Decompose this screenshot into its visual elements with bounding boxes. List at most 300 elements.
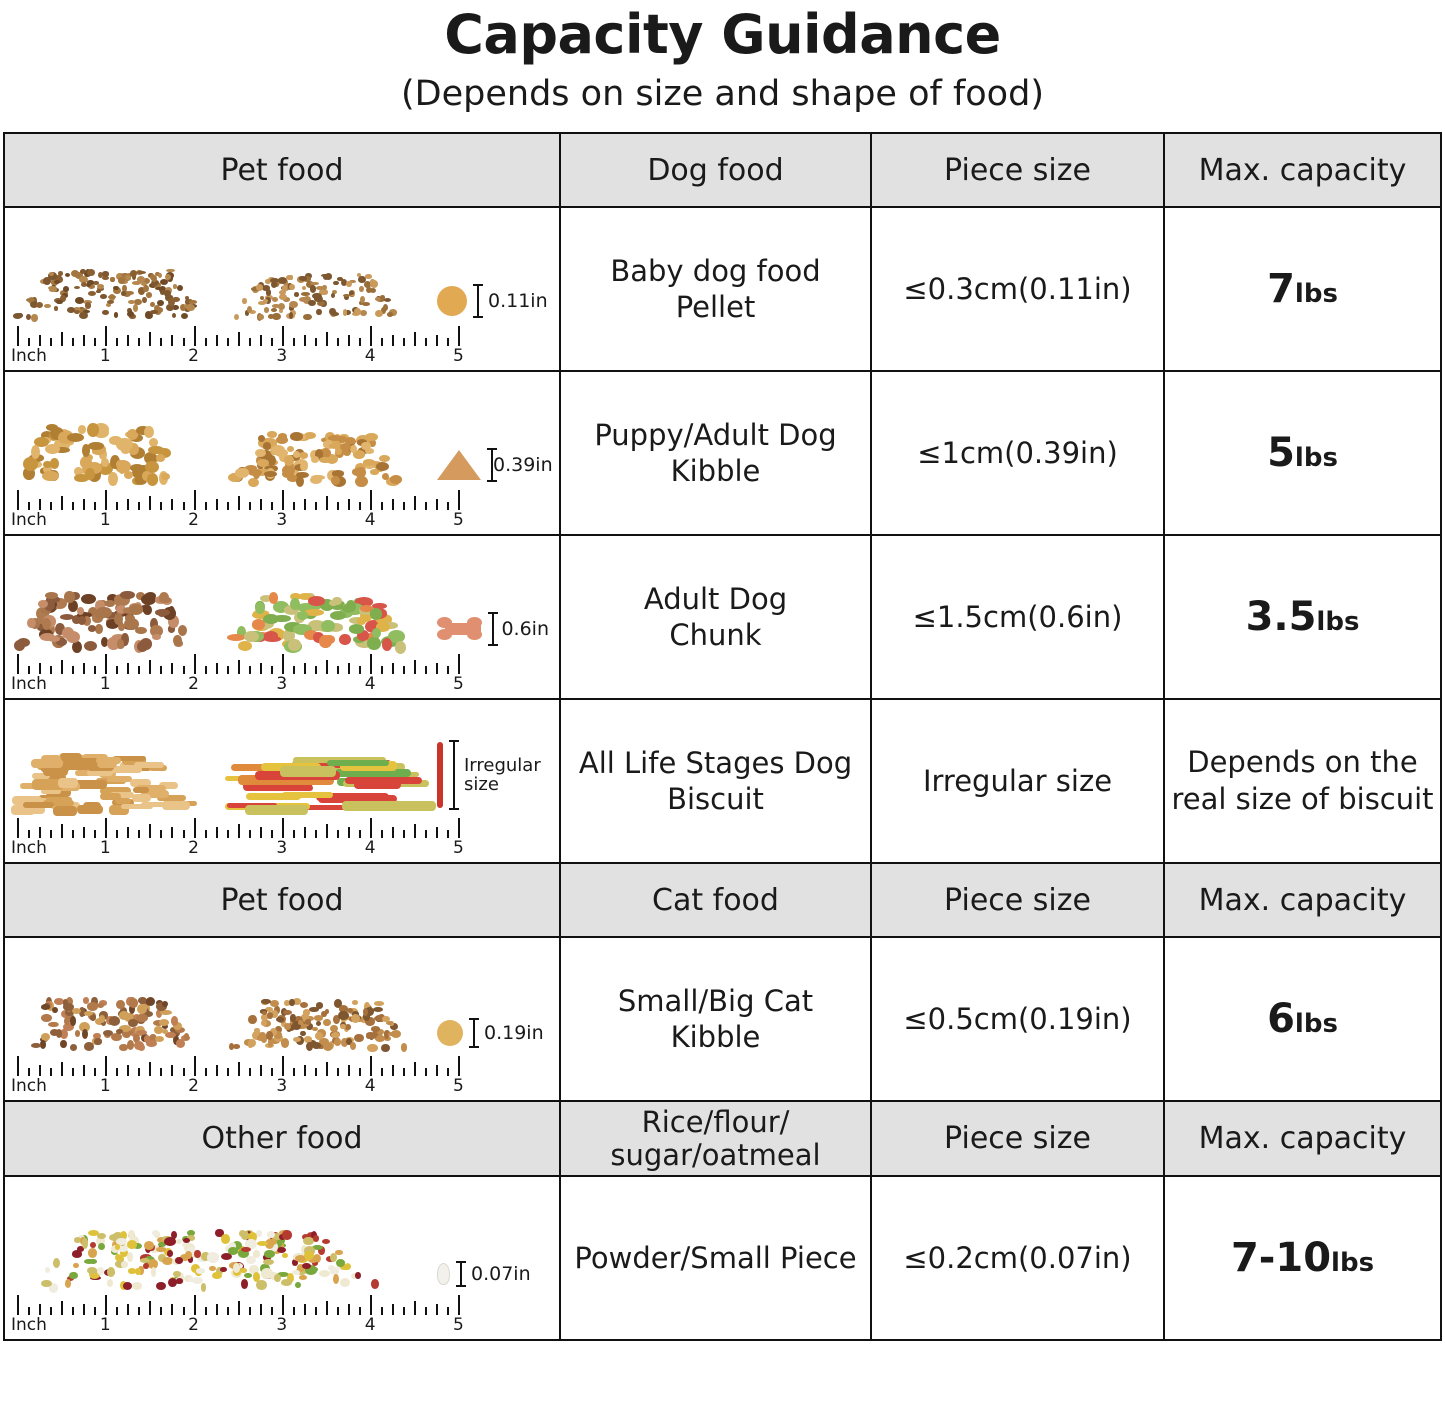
food-particle [248,1039,256,1047]
ruler-mark-label: 4 [364,674,376,695]
col-header-cat-food: Cat food [560,863,871,937]
section-header-cat [4,863,1441,937]
food-particle [95,624,102,634]
food-particle [316,309,321,316]
food-particle [107,1267,114,1277]
food-particle [45,444,60,454]
food-particle [227,634,245,641]
food-particle [340,1278,350,1287]
ruler-tick [348,827,350,838]
food-particle [266,1031,273,1039]
piece-size-cell: ≤0.3cm(0.11in) [871,207,1164,371]
ruler-tick [94,1307,96,1315]
food-particle [136,1014,147,1023]
food-particle [332,597,342,605]
food-particle [302,286,306,290]
ruler-tick [436,335,438,346]
food-particle [258,314,264,320]
ruler-tick [183,502,185,510]
ruler-tick [447,666,449,674]
food-particle [144,426,154,438]
food-pile-large [11,386,221,482]
food-particle [79,312,88,319]
ruler-tick [194,1295,196,1315]
food-particle [263,614,279,624]
food-particle [156,1247,166,1252]
food-particle [261,1020,267,1026]
food-particle [155,1036,164,1042]
ruler-tick [160,830,162,838]
food-particle [349,624,364,634]
ruler-tick [17,490,19,510]
ruler-mark-label: 4 [364,1315,376,1336]
food-particle [300,1002,309,1008]
food-particle [124,471,133,479]
ruler-tick [205,502,207,510]
food-particle [82,1238,88,1248]
ruler-tick [370,1056,372,1076]
food-particle [162,801,189,811]
food-particle [375,310,383,317]
ruler-tick [216,663,218,674]
ruler-tick [127,335,129,346]
food-particle [247,306,252,313]
food-pile-small [225,386,425,482]
ruler-tick [160,1307,162,1315]
ruler-tick [149,824,151,838]
food-particle [330,1025,338,1032]
ruler-tick [205,1307,207,1315]
ruler-tick [293,502,295,510]
ruler-mark-label: 5 [452,674,464,695]
food-particle [271,308,277,312]
ruler-mark-label: 2 [188,1315,199,1336]
ruler-tick [304,499,306,510]
ruler-tick [205,1068,207,1076]
food-particle [299,297,308,302]
ruler-graphic [11,1293,481,1335]
ruler-tick [105,490,107,510]
food-particle [382,638,392,651]
ruler-tick [227,338,229,346]
food-particle [132,1282,142,1289]
ruler-tick [458,490,460,510]
food-sample-images [11,546,553,646]
food-name-line2: Pellet [675,290,756,325]
food-particle [107,776,132,782]
food-particle [338,436,347,443]
food-particle [101,458,109,467]
col-header-pet-food: Pet food [4,863,560,937]
ruler-tick [50,1307,52,1315]
food-particle [381,1044,390,1053]
ruler-tick [271,1307,273,1315]
ruler-tick [50,338,52,346]
ruler-tick [370,818,372,838]
food-particle [171,1016,178,1025]
col-header-piece-size: Piece size [871,863,1164,937]
food-particle [288,639,301,651]
food-particle [255,449,266,457]
ruler-tick [447,1068,449,1076]
food-particle [53,806,78,816]
ruler-tick [105,1295,107,1315]
food-particle [137,1004,146,1014]
food-particle [87,269,94,276]
ruler-tick [425,666,427,674]
food-particle [188,1277,194,1282]
ruler-tick [105,326,107,346]
ruler-mark-label: 3 [276,1076,288,1097]
piece-size-label [464,756,548,796]
food-particle [401,1043,408,1052]
ruler-mark-label: 5 [452,838,464,859]
ruler-tick [205,830,207,838]
food-particle [114,613,123,625]
ruler-tick [326,1301,328,1315]
ruler-tick [359,502,361,510]
ruler-tick [205,666,207,674]
food-particle [322,290,328,295]
ruler-tick [127,663,129,674]
ruler-tick [436,1304,438,1315]
food-particle [36,302,43,308]
food-particle [349,803,419,808]
food-particle [115,1254,121,1261]
ruler-tick [425,830,427,838]
piece-size-label: 0.07in [471,1262,531,1285]
ruler-tick [348,1065,350,1076]
food-particle [282,1253,288,1258]
food-particle [239,1230,246,1237]
food-particle [370,608,382,620]
ruler-mark-label: 2 [188,346,199,367]
ruler-tick [249,830,251,838]
food-particle [173,635,181,646]
ruler-tick [183,830,185,838]
ruler-tick [458,654,460,674]
ruler-mark-label: 4 [364,1076,376,1097]
ruler-tick [337,338,339,346]
capacity-value: 7-10 [1230,1235,1332,1282]
ruler-tick [436,499,438,510]
ruler-graphic [11,324,481,366]
food-particle [245,805,308,815]
ruler-tick [414,496,416,510]
food-particle [310,476,322,484]
food-particle [96,757,120,764]
food-particle [246,1256,256,1264]
ruler-mark-label: 4 [364,510,376,531]
food-particle [176,1039,186,1048]
food-particle [74,474,88,482]
food-particle [229,1043,234,1051]
capacity-unit: lbs [1316,607,1360,638]
food-particle [336,1259,345,1267]
food-particle [118,277,125,283]
food-particle [384,298,391,302]
food-particle [175,1257,183,1263]
food-particle [376,462,389,471]
ruler-tick [83,499,85,510]
ruler-tick [260,499,262,510]
capacity-value: 3.5 [1245,594,1317,641]
food-particle [263,299,268,303]
ruler-mark-label: 5 [452,346,464,367]
ruler-tick [403,338,405,346]
ruler-tick [116,338,118,346]
food-particle [125,275,130,280]
food-particle [308,596,325,606]
food-particle [267,1012,274,1019]
ruler-tick [282,818,284,838]
food-particle [156,1282,166,1290]
ruler-tick [28,338,30,346]
ruler-tick [238,660,240,674]
sample-cell-puppy-kibble [4,371,560,535]
food-particle [97,1267,103,1276]
ruler-tick [414,332,416,346]
capacity-cell [1164,937,1441,1101]
food-particle [290,432,303,440]
ruler-tick [194,654,196,674]
ruler-tick [392,827,394,838]
ruler-mark-label: 5 [452,1315,464,1336]
food-particle [299,452,308,458]
ruler-tick [194,1056,196,1076]
ruler-tick [116,666,118,674]
ruler-tick [315,502,317,510]
food-particle [121,291,126,296]
food-particle [212,1272,222,1280]
food-name-cell [560,699,871,863]
ruler-tick [61,332,63,346]
ruler-tick [39,1304,41,1315]
ruler-tick [39,499,41,510]
food-pile-large [11,952,221,1048]
food-pile-large [11,550,221,646]
ruler-unit-label: Inch [11,674,47,695]
food-particle [372,628,381,638]
food-particle [77,805,104,814]
food-particle [127,311,134,317]
ruler-tick [138,830,140,838]
single-piece-area [429,740,549,810]
food-particle [102,310,109,316]
ruler-tick [282,1295,284,1315]
food-particle [355,467,366,478]
food-particle [100,294,107,299]
ruler-tick [381,338,383,346]
food-particle [360,310,367,317]
food-pile-small [225,952,425,1048]
food-particle [278,433,287,439]
measure-bracket-icon [449,740,458,810]
food-particle [167,1250,173,1257]
food-particle [108,472,118,486]
food-particle [379,455,390,462]
food-particle [351,1014,360,1023]
food-particle [331,312,339,316]
food-particle [161,473,170,480]
food-particle [105,600,115,608]
ruler-tick [260,335,262,346]
food-particle [52,1007,58,1013]
food-name-line1: Baby dog food [610,254,821,289]
ruler-tick [348,663,350,674]
food-particle [281,1038,289,1047]
ruler-tick [370,654,372,674]
ruler-tick [83,1065,85,1076]
capacity-cell [1164,207,1441,371]
food-particle [58,778,79,788]
ruler-tick [260,1065,262,1076]
ruler-tick [337,1068,339,1076]
food-particle [331,293,335,299]
piece-size-label: 0.39in [493,453,553,476]
piece-size-cell: ≤1cm(0.39in) [871,371,1164,535]
capacity-value: 6 [1267,996,1295,1043]
food-name-line1: Powder/Small Piece [574,1241,857,1276]
col-header-line2: sugar/oatmeal [610,1137,821,1172]
food-particle [87,1002,99,1011]
ruler-tick [403,502,405,510]
ruler-tick [28,830,30,838]
food-particle [289,301,298,308]
food-particle [297,611,307,620]
sample-cell-powder [4,1176,560,1340]
ruler-tick [370,1295,372,1315]
food-particle [158,611,166,617]
food-particle [264,307,269,312]
food-particle [268,1038,274,1046]
ruler-tick [326,496,328,510]
ruler-tick [447,830,449,838]
food-particle [315,1032,323,1040]
food-particle [141,802,165,808]
food-particle [128,1230,134,1239]
ruler-tick [171,1065,173,1076]
food-name-cell [560,535,871,699]
food-particle [41,1014,52,1022]
col-header-pet-food: Pet food [4,133,560,207]
ruler-tick [293,830,295,838]
ruler-tick [216,499,218,510]
food-particle [289,312,293,319]
food-particle [81,282,87,287]
capacity-cell [1164,535,1441,699]
food-particle [116,438,132,450]
ruler-tick [359,830,361,838]
food-particle [313,1235,319,1242]
food-particle [283,1010,292,1015]
food-particle [53,1258,60,1268]
ruler-tick [72,666,74,674]
food-particle [281,1279,292,1285]
ruler-mark-label: 2 [188,1076,199,1097]
ruler-tick [194,490,196,510]
ruler-tick [94,830,96,838]
capacity-unit: lbs [1294,1009,1338,1040]
ruler-tick [304,663,306,674]
ruler-tick [458,1056,460,1076]
ruler-tick [183,666,185,674]
ruler-mark-label: 3 [276,346,288,367]
ruler-tick [171,1304,173,1315]
ruler-tick [271,1068,273,1076]
food-particle [114,312,119,318]
ruler-tick [149,1301,151,1315]
food-particle [70,1016,77,1026]
food-particle [256,1230,261,1237]
food-particle [343,309,348,315]
ruler-tick [238,824,240,838]
food-particle [360,296,365,303]
food-particle [88,1248,97,1258]
food-particle [54,280,60,284]
capacity-cell [1164,1176,1441,1340]
food-particle [256,284,263,290]
food-particle [150,310,158,314]
food-particle [305,1019,312,1024]
ruler-tick [271,502,273,510]
ruler-tick [271,666,273,674]
food-particle [84,641,97,651]
ruler-tick [304,1304,306,1315]
food-particle [380,295,385,300]
food-particle [264,471,277,477]
food-particle [137,271,146,275]
food-particle [26,298,35,302]
food-particle [331,476,339,485]
food-particle [390,475,402,484]
food-particle [370,279,375,284]
capacity-unit: lbs [1294,443,1338,474]
food-particle [310,285,316,293]
ruler-tick [61,496,63,510]
ruler-tick [72,502,74,510]
food-particle [185,1251,192,1259]
ruler-tick [392,663,394,674]
ruler-tick [293,338,295,346]
ruler-tick [447,1307,449,1315]
ruler-tick [50,830,52,838]
ruler-tick [447,502,449,510]
table-row [4,207,1441,371]
food-name-line1: All Life Stages Dog [578,746,853,781]
section-header-dog [4,133,1441,207]
ruler-graphic [11,652,481,694]
food-particle [294,292,299,297]
food-particle [228,1247,238,1255]
ruler-mark-label: 5 [452,1076,464,1097]
food-particle [338,1011,348,1019]
single-piece-area [429,612,549,646]
ruler-tick [138,502,140,510]
food-particle [97,1233,106,1240]
food-particle [168,298,174,306]
table-row [4,1176,1441,1340]
ruler-tick [337,1307,339,1315]
food-particle [367,637,380,650]
ruler-tick [326,332,328,346]
ruler-tick [227,1307,229,1315]
food-particle [133,787,149,793]
food-particle [244,631,259,642]
food-name-line2: Biscuit [667,782,764,817]
food-particle [98,1243,105,1250]
ruler-tick [160,666,162,674]
